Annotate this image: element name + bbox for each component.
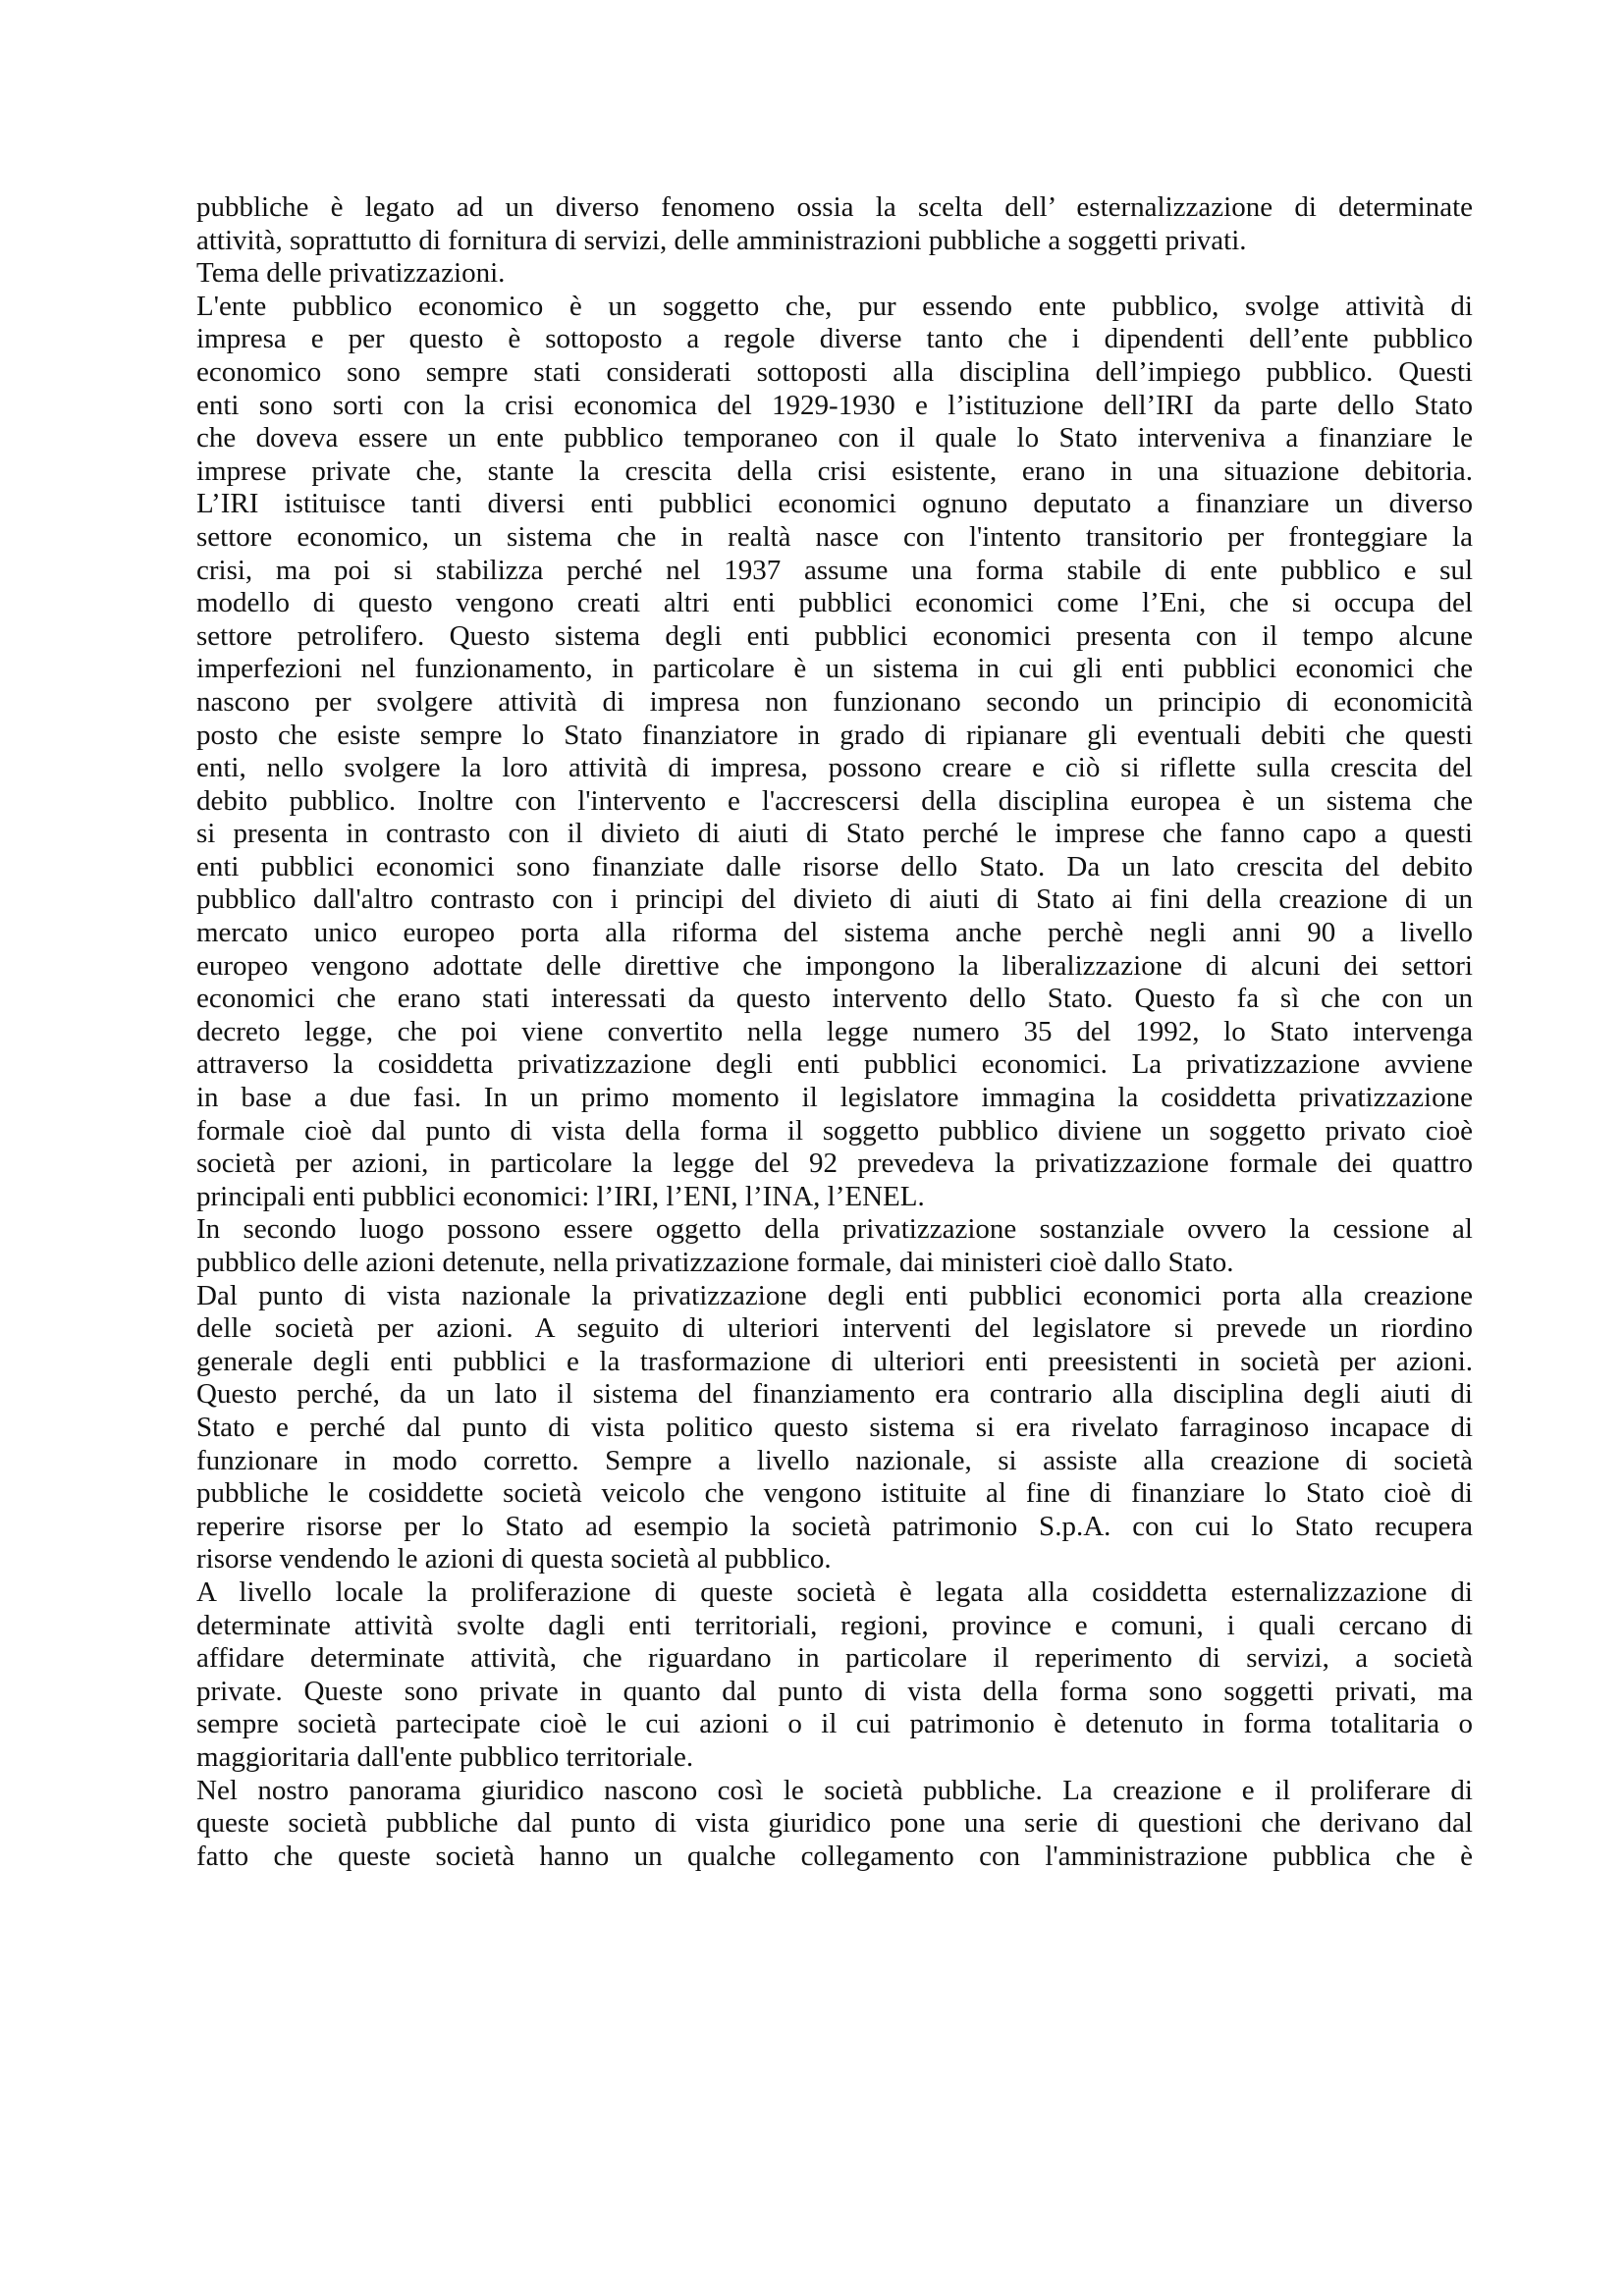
text-line: che doveva essere un ente pubblico temporaneo con il quale lo Stato interveniva a finanziare le — [196, 422, 1473, 454]
text-line: attraverso la cosiddetta privatizzazione degli enti pubblici economici. La privatizzazione avviene — [196, 1048, 1473, 1081]
document-body — [196, 191, 1473, 1873]
text-line: Questo perché, da un lato il sistema del finanziamento era contrario alla disciplina degli aiuti di — [196, 1378, 1473, 1411]
text-line: enti sono sorti con la crisi economica del 1929-1930 e l’istituzione dell’IRI da parte dello Stato — [196, 389, 1473, 421]
text-line: affidare determinate attività, che riguardano in particolare il reperimento di servizi, a società — [196, 1642, 1473, 1675]
text-line: private. Queste sono private in quanto dal punto di vista della forma sono soggetti privati, ma — [196, 1675, 1473, 1707]
text-line: sempre società partecipate cioè le cui azioni o il cui patrimonio è detenuto in forma totalitaria o — [196, 1708, 1473, 1740]
paragraph-6 — [196, 1576, 1473, 1775]
text-line: economico sono sempre stati considerati sottoposti alla disciplina dell’impiego pubblico. Questi — [196, 355, 1473, 388]
paragraph-1 — [196, 191, 1473, 257]
text-line: Tema delle privatizzazioni. — [196, 257, 506, 290]
text-line: L'ente pubblico economico è un soggetto che, pur essendo ente pubblico, svolge attività di — [196, 290, 1473, 322]
text-line: L’IRI istituisce tanti diversi enti pubblici economici ognuno deputato a finanziare un diverso — [196, 488, 1473, 520]
text-line: delle società per azioni. A seguito di ulteriori interventi del legislatore si prevede un riordino — [196, 1312, 1473, 1345]
text-line: posto che esiste sempre lo Stato finanziatore in grado di ripianare gli eventuali debiti che questi — [196, 719, 1473, 751]
text-line: europeo vengono adottate delle direttive che impongono la liberalizzazione di alcuni dei settori — [196, 949, 1473, 982]
text-line: enti, nello svolgere la loro attività di impresa, possono creare e ciò si riflette sulla crescita del — [196, 752, 1473, 784]
text-line: impresa e per questo è sottoposto a regole diverse tanto che i dipendenti dell’ente pubblico — [196, 323, 1473, 355]
text-line: principali enti pubblici economici: l’IRI, l’ENI, l’INA, l’ENEL. — [196, 1180, 925, 1212]
text-line: In secondo luogo possono essere oggetto della privatizzazione sostanziale ovvero la cessione al — [196, 1213, 1473, 1246]
paragraph-2 — [196, 257, 1473, 291]
text-line: pubbliche è legato ad un diverso fenomeno ossia la scelta dell’ esternalizzazione di determinate — [196, 191, 1473, 223]
text-line: risorse vendendo le azioni di questa società al pubblico. — [196, 1543, 832, 1575]
text-line: modello di questo vengono creati altri enti pubblici economici come l’Eni, che si occupa del — [196, 587, 1473, 619]
text-line: settore petrolifero. Questo sistema degli enti pubblici economici presenta con il tempo alcune — [196, 619, 1473, 652]
paragraph-3 — [196, 291, 1473, 1214]
text-line: reperire risorse per lo Stato ad esempio la società patrimonio S.p.A. con cui lo Stato recupera — [196, 1510, 1473, 1542]
text-line: A livello locale la proliferazione di queste società è legata alla cosiddetta esternalizzazione di — [196, 1575, 1473, 1608]
text-line: generale degli enti pubblici e la trasformazione di ulteriori enti preesistenti in società per azioni. — [196, 1345, 1473, 1377]
text-line: funzionare in modo corretto. Sempre a livello nazionale, si assiste alla creazione di società — [196, 1444, 1473, 1476]
text-line: fatto che queste società hanno un qualche collegamento con l'amministrazione pubblica che è — [196, 1840, 1473, 1872]
text-line: queste società pubbliche dal punto di vista giuridico pone una serie di questioni che derivano dal — [196, 1807, 1473, 1840]
text-line: Dal punto di vista nazionale la privatizzazione degli enti pubblici economici porta alla creazione — [196, 1279, 1473, 1311]
text-line: attività, soprattutto di fornitura di servizi, delle amministrazioni pubbliche a soggetti privati. — [196, 224, 1247, 256]
text-line: determinate attività svolte dagli enti territoriali, regioni, province e comuni, i quali cercano di — [196, 1609, 1473, 1641]
text-line: debito pubblico. Inoltre con l'intervento e l'accrescersi della disciplina europea è un sistema che — [196, 784, 1473, 817]
text-line: imprese private che, stante la crescita della crisi esistente, erano in una situazione debitoria. — [196, 454, 1473, 487]
text-line: si presenta in contrasto con il divieto di aiuti di Stato perché le imprese che fanno capo a questi — [196, 818, 1473, 850]
text-line: pubbliche le cosiddette società veicolo che vengono istituite al fine di finanziare lo Stato cioè di — [196, 1477, 1473, 1510]
text-line: economici che erano stati interessati da questo intervento dello Stato. Questo fa sì che con un — [196, 983, 1473, 1015]
text-line: nascono per svolgere attività di impresa non funzionano secondo un principio di economicità — [196, 685, 1473, 718]
paragraph-5 — [196, 1280, 1473, 1576]
paragraph-4 — [196, 1213, 1473, 1279]
text-line: Nel nostro panorama giuridico nascono così le società pubbliche. La creazione e il proliferare di — [196, 1774, 1473, 1806]
text-line: imperfezioni nel funzionamento, in particolare è un sistema in cui gli enti pubblici economici che — [196, 653, 1473, 685]
text-line: mercato unico europeo porta alla riforma del sistema anche perchè negli anni 90 a livello — [196, 917, 1473, 949]
paragraph-7 — [196, 1775, 1473, 1874]
text-line: società per azioni, in particolare la legge del 92 prevedeva la privatizzazione formale dei quattro — [196, 1148, 1473, 1180]
text-line: Stato e perché dal punto di vista politico questo sistema si era rivelato farraginoso incapace di — [196, 1411, 1473, 1443]
text-line: decreto legge, che poi viene convertito nella legge numero 35 del 1992, lo Stato intervenga — [196, 1015, 1473, 1047]
text-line: enti pubblici economici sono finanziate dalle risorse dello Stato. Da un lato crescita del debito — [196, 850, 1473, 882]
text-line: pubblico delle azioni detenute, nella privatizzazione formale, dai ministeri cioè dallo Stato. — [196, 1247, 1234, 1278]
text-line: settore economico, un sistema che in realtà nasce con l'intento transitorio per fronteggiare la — [196, 520, 1473, 553]
text-line: formale cioè dal punto di vista della forma il soggetto pubblico diviene un soggetto privato cioè — [196, 1114, 1473, 1147]
text-line: crisi, ma poi si stabilizza perché nel 1937 assume una forma stabile di ente pubblico e sul — [196, 554, 1473, 586]
text-line: maggioritaria dall'ente pubblico territoriale. — [196, 1740, 694, 1773]
text-line: in base a due fasi. In un primo momento il legislatore immagina la cosiddetta privatizzazione — [196, 1082, 1473, 1114]
text-line: pubblico dall'altro contrasto con i principi del divieto di aiuti di Stato ai fini della creazione di un — [196, 883, 1473, 916]
